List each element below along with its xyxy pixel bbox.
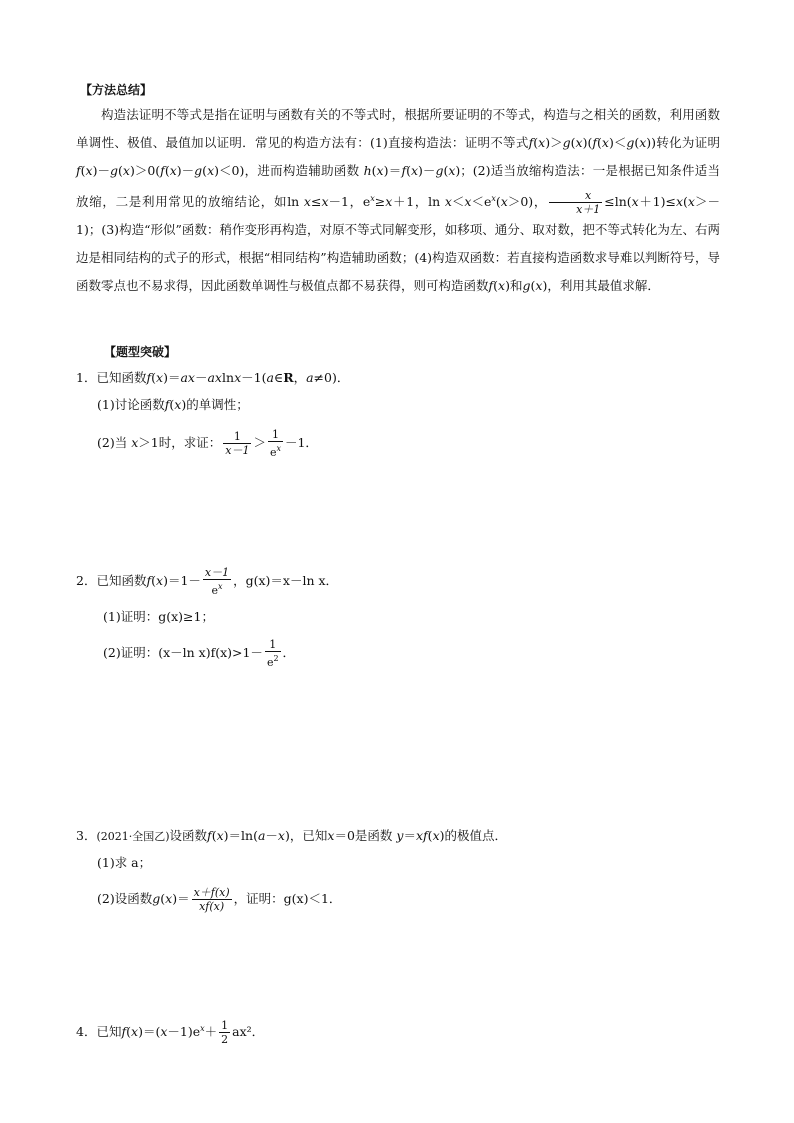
problem-1-part-1: (1)讨论函数f(x)的单调性；	[97, 397, 249, 412]
problem-3-part-2: (2)设函数g(x)＝ $\frac{x+f(x)}{xf(x)}$ ，证明：g(x)＜1．	[97, 886, 342, 913]
fraction: $\frac{x}{x+1}$	[549, 189, 602, 216]
problem-3-stem: 3．(2021·全国乙)设函数f(x)＝ln(a－x)，已知x＝0是函数 y＝xf(x)的极值点．	[76, 828, 508, 843]
problem-2-stem: 2．已知函数f(x)＝1－ $\frac{x-1}{e^x}$ ，g(x)＝x－ln x．	[76, 566, 339, 597]
breakthrough-heading: 【题型突破】	[104, 345, 177, 359]
fraction: $\frac{1}{e^2}$	[266, 638, 279, 669]
fraction: $\frac{x+f(x)}{xf(x)}$	[193, 886, 230, 913]
fraction: $\frac{1}{e^x}$	[269, 428, 281, 459]
problem-1-part-2: (2)当 x＞1时，求证： $\frac{1}{x-1}$ ＞ $\frac{1}{e^x}$ －1．	[97, 428, 318, 459]
problem-3-part-1: (1)求 a；	[97, 855, 152, 870]
method-summary-heading: 【方法总结】	[80, 83, 153, 97]
fraction: $\frac{1}{x-1}$	[225, 430, 250, 457]
problem-1-stem: 1．已知函数f(x)＝ax－axlnx－1(a∈R，a≠0)．	[76, 370, 350, 385]
fraction: $\frac{x-1}{e^x}$	[204, 566, 230, 597]
problem-2-part-2: (2)证明：(x－ln x)f(x)>1－ $\frac{1}{e^2}$ ．	[103, 638, 296, 669]
method-summary-paragraph: 构造法证明不等式是指在证明与函数有关的不等式时，根据所要证明的不等式，构造与之相关的函数，利用函数单调性、极值、最值加以证明．常见的构造方法有：(1)直接构造法：证明不等式f(x)＞g(x)(f(x)＜g(x))转化为证明f(x)－g(x)＞0(f(x)－g(x)＜0)，进而构造辅助函数 h(x)＝f(x)－g(x)；(2)适当放缩构造法：一是根据已知条件适当放缩，二是利用常见的放缩结论，如ln x≤x－1，$e^x\ge x+1$，$\ln x<x<e^x(x>0)$， $\frac{x}{x+1}$ ≤ln(x＋1)≤x(x＞－1)；(3)构造“形似”函数：稍作变形再构造，对原不等式同解变形，如移项、通分、取对数，把不等式转化为左、右两边是相同结构的式子的形式，根据“相同结构”构造辅助函数；(4)构造双函数：若直接构造函数求导难以判断符号，导函数零点也不易求得，因此函数单调性与极值点都不易获得，则可构造函数f(x)和g(x)，利用其最值求解．	[76, 107, 720, 293]
problem-2-part-1: (1)证明：g(x)≥1；	[103, 609, 214, 624]
fraction: $\frac{1}{2}$	[221, 1019, 229, 1046]
problem-4-stem: 4．已知$f(x)=(x-1)e^x+$ $\frac{1}{2}$ ax²．	[76, 1019, 265, 1046]
